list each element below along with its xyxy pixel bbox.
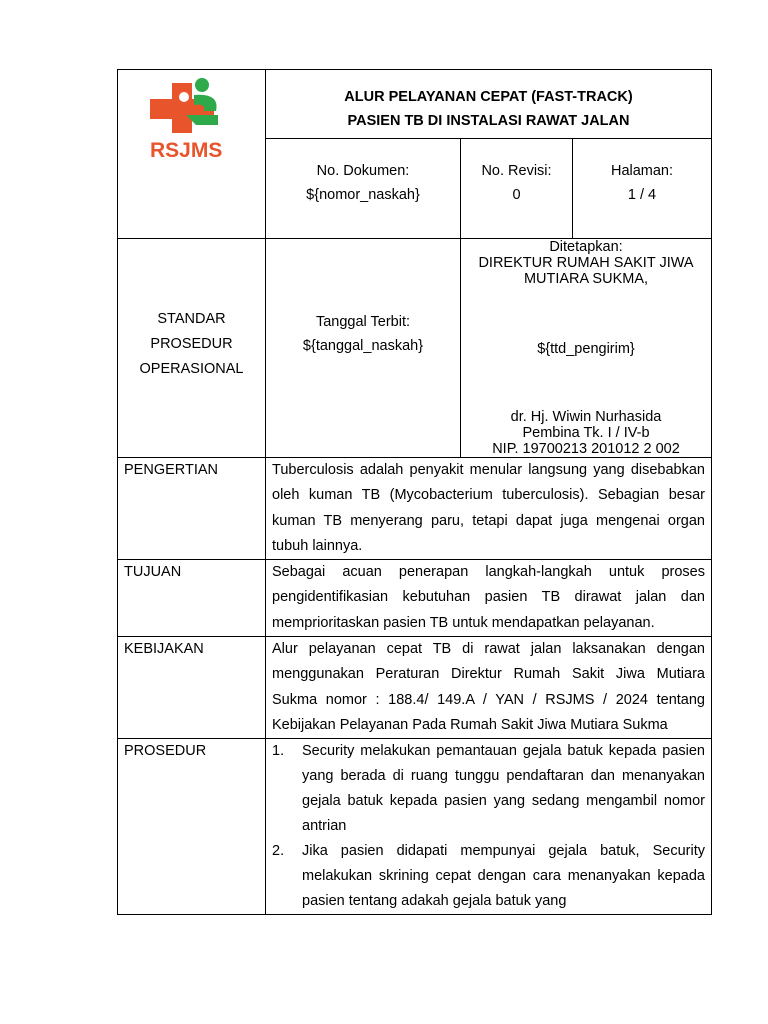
issue-date-value: ${tanggal_naskah} — [302, 338, 424, 354]
prosedur-steps — [272, 739, 705, 914]
kebijakan-paragraph: Alur pelayanan cepat TB di rawat jalan laksanakan dengan menggunakan Peraturan Direktur Rumah Sakit Jiwa Mutiara Sukma nomor : 188.4/ 149.A / YAN / RSJMS / 2024 tentang Kebijakan Pelayanan Pada Rumah Sakit Jiwa Mutiara Sukma — [272, 641, 705, 733]
tujuan-paragraph: Sebagai acuan penerapan langkah-langkah untuk proses pengidentifikasian kebutuhan pasien TB dirawat jalan dan memprioritaskan pasien TB untuk mendapatkan pelayanan. — [272, 564, 705, 631]
revision-value: 0 — [512, 186, 521, 203]
spo-label-line-2: PROSEDUR — [150, 335, 233, 352]
page-label: Halaman: — [610, 162, 674, 179]
kebijakan-text — [266, 637, 712, 739]
approved-label: Ditetapkan: — [549, 239, 623, 255]
list-item — [272, 739, 705, 839]
director-title-line-2: MUTIARA SUKMA, — [523, 271, 649, 287]
revision-label: No. Revisi: — [481, 162, 552, 179]
list-item — [272, 839, 705, 914]
title-line-2: PASIEN TB DI INSTALASI RAWAT JALAN — [347, 113, 630, 129]
pengertian-text — [266, 458, 712, 560]
tujuan-label: TUJUAN — [118, 560, 266, 637]
issue-date-cell — [266, 239, 461, 458]
prosedur-text — [266, 739, 712, 915]
page-cell — [573, 138, 712, 238]
issue-date-label: Tanggal Terbit: — [315, 314, 411, 330]
doc-number-cell — [266, 138, 461, 238]
director-nip: NIP. 19700213 201012 2 002 — [492, 441, 680, 457]
director-rank: Pembina Tk. I / IV-b — [522, 425, 650, 441]
step-text: Jika pasien didapati mempunyai gejala batuk, Security melakukan skrining cepat dengan cara menanyakan kepada pasien tentang adakah gejala batuk yang — [302, 843, 705, 910]
revision-cell — [461, 138, 573, 238]
doc-number-label: No. Dokumen: — [316, 162, 410, 179]
director-name: dr. Hj. Wiwin Nurhasida — [510, 409, 662, 425]
logo-cell — [118, 70, 266, 239]
tujuan-text — [266, 560, 712, 637]
step-number: 1. — [272, 743, 285, 760]
director-title-line-1: DIREKTUR RUMAH SAKIT JIWA — [478, 255, 694, 271]
spo-label-line-3: OPERASIONAL — [139, 360, 244, 377]
document-title — [266, 70, 712, 139]
signature-placeholder: ${ttd_pengirim} — [537, 341, 635, 357]
pengertian-paragraph: Tuberculosis adalah penyakit menular langsung yang disebabkan oleh kuman TB (Mycobacterium tuberculosis). Sebagian besar kuman TB menyerang paru, tetapi dapat juga mengenai organ tubuh lainnya. — [272, 462, 705, 554]
hospital-logo-icon — [150, 75, 234, 161]
page-value: 1 / 4 — [627, 186, 657, 203]
step-number: 2. — [272, 843, 285, 860]
approval-cell — [461, 239, 712, 458]
pengertian-label: PENGERTIAN — [118, 458, 266, 560]
prosedur-label: PROSEDUR — [118, 739, 266, 915]
spo-label-cell — [118, 239, 266, 458]
logo-text: RSJMS — [150, 139, 223, 161]
step-text: Security melakukan pemantauan gejala batuk kepada pasien yang berada di ruang tunggu pendaftaran dan menanyakan gejala batuk kepada pasien yang sedang mengambil nomor antrian — [302, 743, 705, 835]
spo-label-line-1: STANDAR — [157, 310, 226, 327]
doc-number-value: ${nomor_naskah} — [306, 186, 420, 203]
kebijakan-label: KEBIJAKAN — [118, 637, 266, 739]
sop-document-table — [117, 69, 712, 915]
title-line-1: ALUR PELAYANAN CEPAT (FAST-TRACK) — [344, 89, 633, 105]
